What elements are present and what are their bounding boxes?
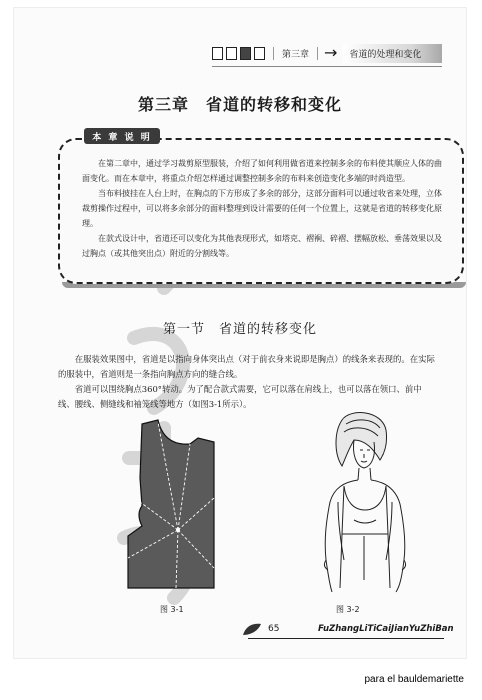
credit-text: para el bauldemariette bbox=[364, 674, 464, 685]
page-number: 65 bbox=[268, 624, 280, 634]
header-chapter: 第三章 bbox=[273, 47, 318, 60]
header-squares-icon bbox=[212, 47, 265, 60]
header-rule bbox=[212, 66, 442, 67]
chapter-title: 第三章 省道的转移和变化 bbox=[137, 95, 342, 114]
arrow-right-icon: → bbox=[324, 43, 338, 62]
section-title: 第一节 省道的转移变化 bbox=[162, 322, 317, 337]
fashion-sketch-figure bbox=[304, 410, 424, 594]
body-paragraph: 在服装效果图中，省道是以指向身体突出点（对于前衣身来说即是胸点）的线条来表现的。在实际的服装中，省道则是一条指向胸点方向的缝合线。 bbox=[58, 354, 435, 379]
summary-paragraph: 在款式设计中，省道还可以变化为其他表现形式，如塔克、褶裥、碎褶、摆幅放松、垂荡效果以及过胸点（或其他突出点）附近的分割线等。 bbox=[82, 234, 442, 258]
figure-caption: 图 3-1 bbox=[160, 605, 184, 614]
running-header bbox=[212, 42, 442, 64]
header-section: 省道的处理和变化 bbox=[343, 44, 442, 63]
bodice-dart-figure bbox=[118, 418, 218, 596]
body-text bbox=[58, 352, 438, 412]
summary-paragraph: 当布料披挂在人台上时，在胸点的下方形成了多余的部分，这部分面料可以通过收省来处理，立体裁剪操作过程中，可以将多余部分的面料整理到设计需要的任何一个位置上，这就是省道的转移变化原理。 bbox=[82, 189, 442, 228]
summary-box bbox=[58, 138, 464, 284]
book-page bbox=[14, 8, 466, 658]
figure-caption: 图 3-2 bbox=[336, 605, 360, 614]
leaf-icon bbox=[242, 622, 262, 636]
summary-tag: 本 章 说 明 bbox=[84, 128, 160, 144]
summary-paragraph: 在第二章中，通过学习裁剪原型服装，介绍了如何利用做省道来控制多余的布料使其顺应人体的曲面变化。而在本章中，将重点介绍怎样通过调整控制多余的布料来创造变化多端的时尚造型。 bbox=[82, 159, 442, 183]
body-paragraph: 省道可以围绕胸点360°转动。为了配合款式需要，它可以落在肩线上，也可以落在领口、前中线、腰线、侧缝线和袖笼线等地方（如图3-1所示）。 bbox=[58, 384, 422, 409]
footer-rule bbox=[248, 638, 444, 639]
series-title: FuZhangLiTiCaiJianYuZhiBan bbox=[318, 624, 454, 634]
